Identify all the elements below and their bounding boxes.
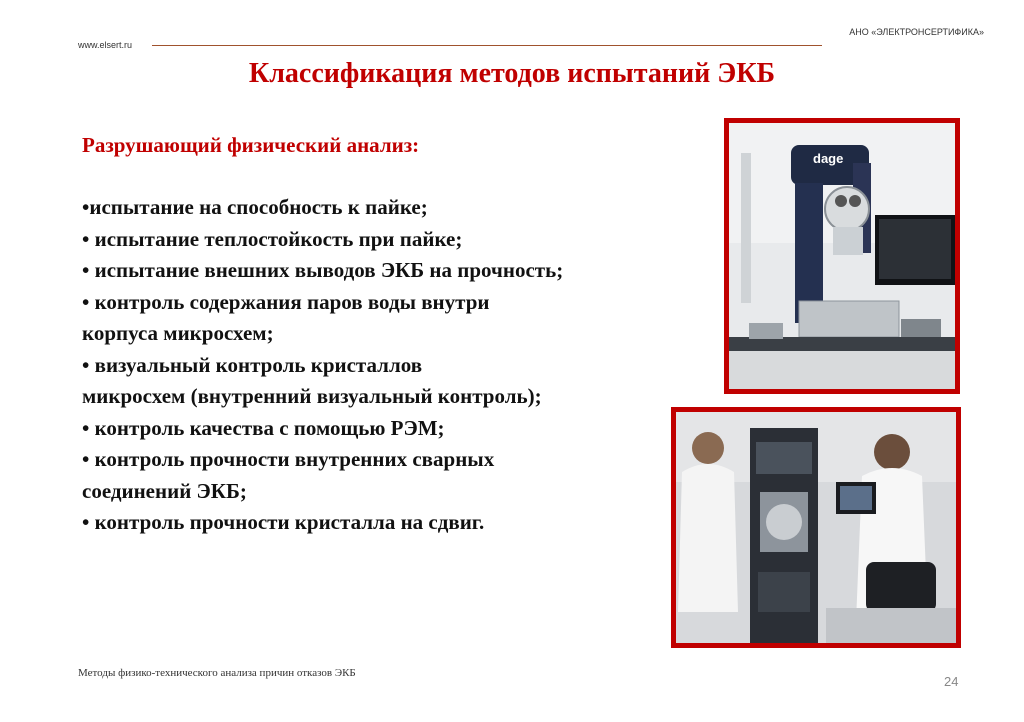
list-item: • контроль прочности кристалла на сдвиг. (82, 510, 485, 534)
microscope-station-illustration (729, 123, 955, 389)
page-number: 24 (944, 674, 959, 689)
header-url: www.elsert.ru (78, 40, 133, 50)
list-item: • контроль прочности внутренних сварных (82, 447, 495, 471)
header-divider (152, 45, 822, 46)
list-item: микросхем (внутренний визуальный контроль); (82, 384, 542, 408)
list-item: • визуальный контроль кристаллов (82, 352, 423, 377)
list-item: корпуса микросхем; (82, 321, 274, 345)
bullet-list (82, 192, 722, 539)
dage-logo: dage (813, 151, 844, 166)
list-item: • испытание внешних выводов ЭКБ на прочность; (82, 258, 564, 282)
slide-title: Классификация методов испытаний ЭКБ (248, 58, 776, 89)
list-item: • испытание теплостойкость при пайке; (82, 226, 463, 251)
photo-lab-technicians (671, 407, 961, 648)
list-item: • контроль содержания паров воды внутри (82, 289, 490, 314)
footer-text: Методы физико-технического анализа причин отказов ЭКБ (78, 667, 356, 679)
lab-technicians-illustration (676, 412, 956, 643)
list-item: •испытание на способность к пайке; (82, 195, 428, 219)
list-item: • контроль качества с помощью РЭМ; (82, 415, 445, 440)
list-item: соединений ЭКБ; (82, 478, 247, 503)
photo-microscope-station (724, 118, 960, 394)
header-organization: АНО «ЭЛЕКТРОНСЕРТИФИКА» (849, 27, 984, 37)
slide-subtitle: Разрушающий физический анализ: (82, 133, 420, 157)
